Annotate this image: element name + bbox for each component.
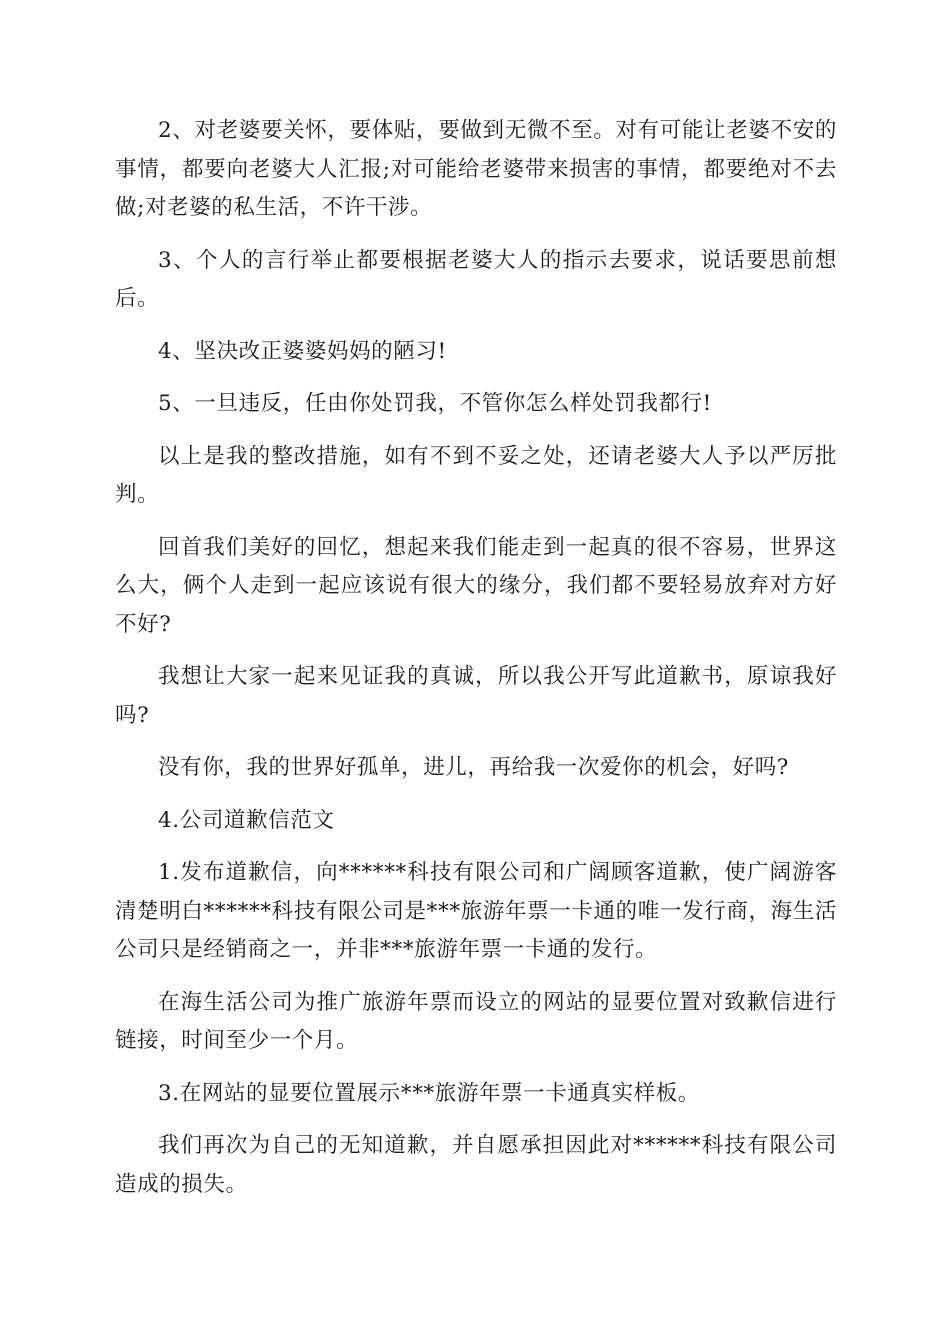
paragraph-company-3: 3.在网站的显要位置展示***旅游年票一卡通真实样板。	[158, 1080, 700, 1106]
paragraph-item-5: 5、一旦违反，任由你处罚我，不管你怎么样处罚我都行!	[158, 391, 712, 416]
paragraph-summary: 以上是我的整改措施，如有不到不妥之处，还请老婆大人予以严厉批判。	[115, 443, 837, 507]
paragraph-memories: 回首我们美好的回忆，想起来我们能走到一起真的很不容易，世界这么大，俩个人走到一起应该说有很大的缘分，我们都不要轻易放弃对方好不好?	[115, 534, 837, 637]
paragraph-plea: 没有你，我的世界好孤单，进儿，再给我一次爱你的机会，好吗?	[158, 755, 789, 780]
paragraph-item-3: 3、个人的言行举止都要根据老婆大人的指示去要求，说话要思前想后。	[115, 247, 837, 311]
paragraph-company-1: 1.发布道歉信，向******科技有限公司和广阔顾客道歉，使广阔游客清楚明白******科技有限公司是***旅游年票一卡通的唯一发行商，海生活公司只是经销商之一，并非***旅游年票一卡通的发行。	[115, 860, 837, 962]
paragraph-company-apology: 我们再次为自己的无知道歉，并自愿承担因此对******科技有限公司造成的损失。	[115, 1133, 837, 1197]
paragraph-item-4: 4、坚决改正婆婆妈妈的陋习!	[158, 338, 447, 364]
paragraph-sincerity: 我想让大家一起来见证我的真诚，所以我公开写此道歉书，原谅我好吗?	[115, 664, 837, 728]
document-body	[115, 112, 837, 1218]
paragraph-company-link: 在海生活公司为推广旅游年票而设立的网站的显要位置对致歉信进行链接，时间至少一个月。	[115, 989, 837, 1053]
section-heading: 4.公司道歉信范文	[158, 807, 335, 833]
paragraph-item-2: 2、对老婆要关怀，要体贴，要做到无微不至。对有可能让老婆不安的事情，都要向老婆大人汇报;对可能给老婆带来损害的事情，都要绝对不去做;对老婆的私生活，不许干涉。	[115, 118, 837, 220]
